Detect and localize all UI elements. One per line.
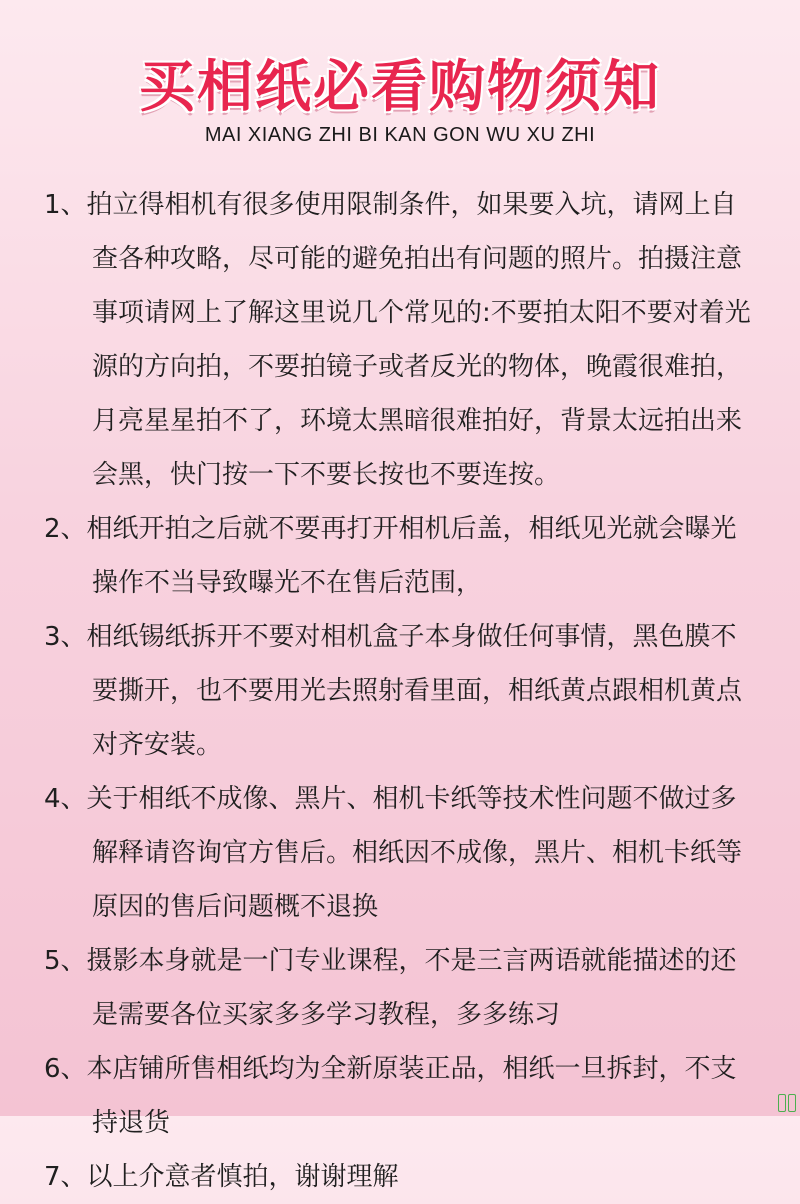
corner-mark-left-box bbox=[778, 1094, 786, 1112]
notice-item-6: 6、本店铺所售相纸均为全新原装正品，相纸一旦拆封，不支持退货 bbox=[44, 1054, 737, 1138]
page-title: 买相纸必看购物须知 bbox=[139, 55, 661, 120]
notice-item-7: 7、以上介意者慎拍，谢谢理解 bbox=[44, 1162, 399, 1192]
corner-mark-icon bbox=[778, 1094, 796, 1112]
notice-item-4: 4、关于相纸不成像、黑片、相机卡纸等技术性问题不做过多解释请咨询官方售后。相纸因不成像，黑片、相机卡纸等原因的售后问题概不退换 bbox=[44, 784, 743, 922]
page-subtitle: MAI XIANG ZHI BI KAN GON WU XU ZHI bbox=[204, 124, 596, 146]
notice-list bbox=[44, 178, 756, 1204]
notice-item-5: 5、摄影本身就是一门专业课程，不是三言两语就能描述的还是需要各位买家多多学习教程，多多练习 bbox=[44, 946, 737, 1030]
corner-mark-right-box bbox=[788, 1094, 796, 1112]
notice-item-2: 2、相纸开拍之后就不要再打开相机后盖，相纸见光就会曝光操作不当导致曝光不在售后范围， bbox=[44, 514, 737, 598]
notice-item-1: 1、拍立得相机有很多使用限制条件，如果要入坑，请网上自查各种攻略，尽可能的避免拍出有问题的照片。拍摄注意事项请网上了解这里说几个常见的:不要拍太阳不要对着光源的方向拍，不要拍镜子或者反光的物体，晚霞很难拍，月亮星星拍不了，环境太黑暗很难拍好，背景太远拍出来会黑，快门按一下不要长按也不要连按。 bbox=[44, 190, 751, 490]
notice-item-3: 3、相纸锡纸拆开不要对相机盒子本身做任何事情，黑色膜不要撕开，也不要用光去照射看里面，相纸黄点跟相机黄点对齐安装。 bbox=[44, 622, 743, 760]
